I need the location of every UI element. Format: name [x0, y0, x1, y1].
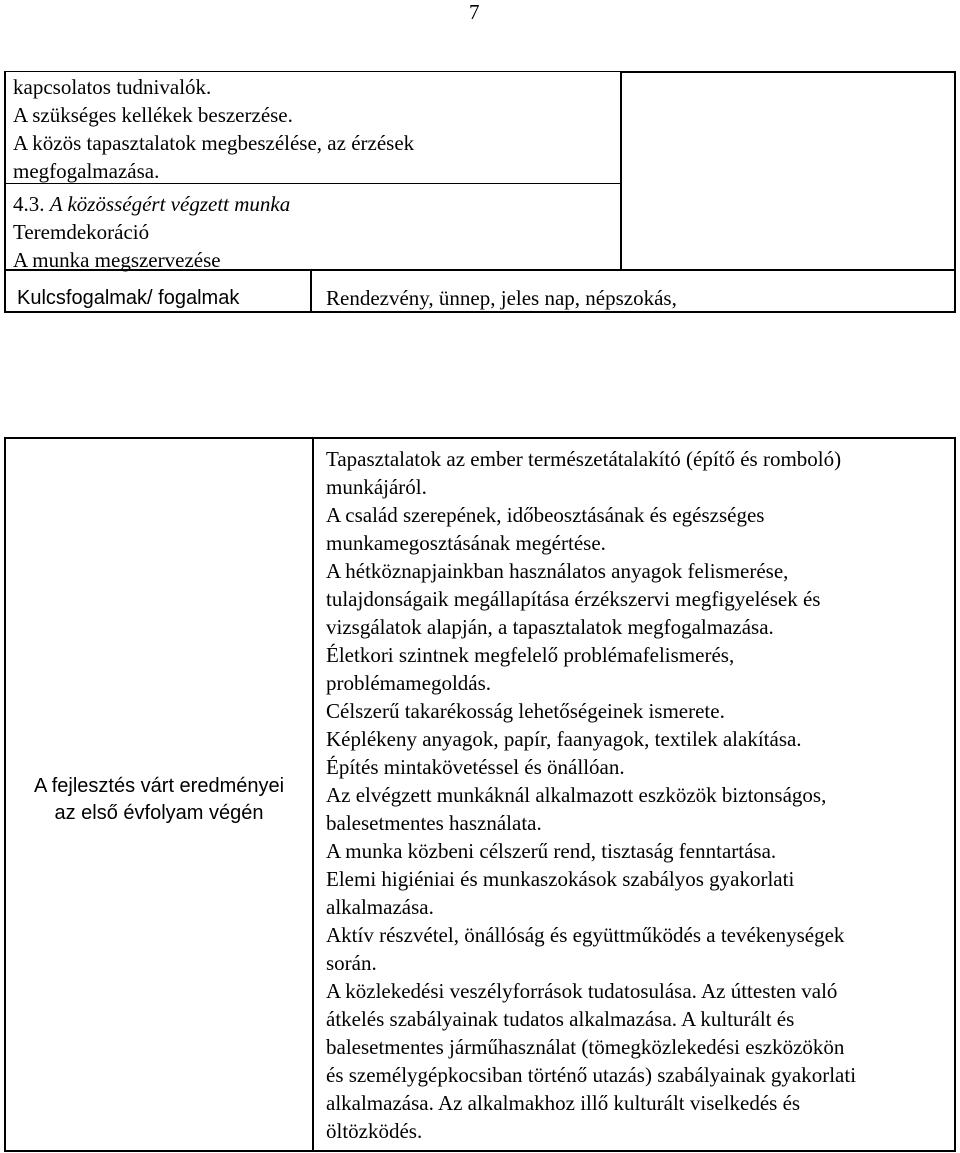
text-line: Életkori szintnek megfelelő problémafelismerés, [326, 643, 735, 667]
text-line: A hétköznapjainkban használatos anyagok felismerése, [326, 559, 789, 583]
page-number: 7 [469, 0, 480, 24]
key-concepts-label: Kulcsfogalmak/ fogalmak [17, 287, 240, 309]
expected-results-label [6, 773, 312, 827]
table-border [620, 71, 956, 73]
text-line: vizsgálatok alapján, a tapasztalatok megfogalmazása. [326, 615, 774, 639]
section-number: 4.3. [13, 192, 45, 216]
column-divider [312, 439, 314, 1150]
text-line: megfogalmazása. [13, 159, 160, 183]
section-heading [13, 190, 613, 218]
table-border [4, 71, 6, 313]
text-line: A család szerepének, időbeosztásának és egészséges [326, 503, 765, 527]
text-line: Az elvégzett munkáknál alkalmazott eszközök biztonságos, [326, 783, 827, 807]
text-line: problémamegoldás. [326, 671, 492, 695]
expected-results-table [4, 437, 956, 1152]
text-line: alkalmazása. Az alkalmakhoz illő kulturált viselkedés és [326, 1091, 801, 1115]
text-line: Elemi higiéniai és munkaszokások szabályos gyakorlati [326, 867, 795, 891]
text-line: munkamegosztásának megértése. [326, 531, 606, 555]
text-line: Képlékeny anyagok, papír, faanyagok, textilek alakítása. [326, 727, 802, 751]
label-line: az első évfolyam végén [54, 802, 264, 824]
text-line: munkájáról. [326, 475, 427, 499]
text-line: A szükséges kellékek beszerzése. [13, 103, 293, 127]
text-line: tulajdonságaik megállapítása érzékszervi megfigyelések és [326, 587, 821, 611]
text-line: Építés mintakövetéssel és önállóan. [326, 755, 625, 779]
table-border [4, 71, 622, 72]
table-border [954, 71, 956, 313]
text-line: során. [326, 951, 377, 975]
text-line: balesetmentes járműhasználat (tömegközlekedési eszközökön [326, 1035, 845, 1059]
text-line: A munka megszervezése [13, 248, 221, 272]
text-line: A közlekedési veszélyforrások tudatosulása. Az úttesten való [326, 979, 838, 1003]
table-border [620, 71, 622, 271]
text-line: Teremdekoráció [13, 220, 150, 244]
label-line: A fejlesztés várt eredményei [33, 775, 285, 797]
key-concepts-value: Rendezvény, ünnep, jeles nap, népszokás, [326, 286, 677, 310]
text-line: A munka közbeni célszerű rend, tisztaság fenntartása. [326, 839, 777, 863]
text-line: Célszerű takarékosság lehetőségeinek ismerete. [326, 699, 725, 723]
text-line: kapcsolatos tudnivalók. [13, 75, 212, 99]
text-line: Aktív részvétel, önállóság és együttműködés a tevékenységek [326, 923, 845, 947]
activity-text [13, 73, 613, 274]
section-title: A közösségért végzett munka [49, 192, 291, 216]
table-border [4, 311, 956, 313]
table-border [310, 271, 312, 313]
text-line: balesetmentes használata. [326, 811, 542, 835]
text-line: öltözködés. [326, 1119, 423, 1143]
text-line: A közös tapasztalatok megbeszélése, az érzések [13, 131, 415, 155]
text-line: átkelés szabályainak tudatos alkalmazása. A kulturált és [326, 1007, 795, 1031]
expected-results-text [326, 445, 951, 1145]
continuation-table [4, 71, 956, 313]
text-line: Tapasztalatok az ember természetátalakító (építő és romboló) [326, 447, 842, 471]
text-line: alkalmazása. [326, 895, 434, 919]
text-line: és személygépkocsiban történő utazás) szabályainak gyakorlati [326, 1063, 857, 1087]
